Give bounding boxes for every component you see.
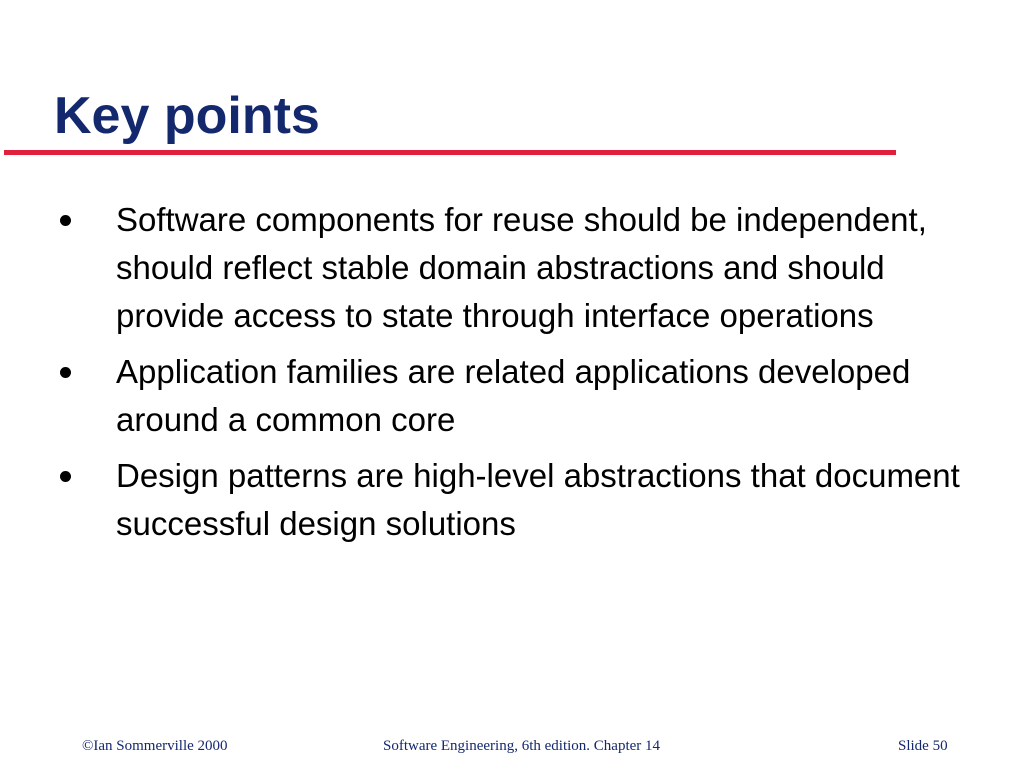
bullet-dot-icon — [60, 367, 71, 378]
slide-title: Key points — [54, 87, 320, 145]
title-underline-rule — [4, 150, 896, 155]
bullet-list — [58, 196, 978, 556]
bullet-text: Software components for reuse should be independent, should reflect stable domain abstractions and should provide access to state through interface operations — [116, 201, 927, 334]
bullet-item — [58, 196, 978, 340]
bullet-text: Design patterns are high-level abstractions that document successful design solutions — [116, 457, 960, 542]
bullet-item — [58, 348, 978, 444]
footer-slide-number: Slide 50 — [898, 738, 948, 754]
bullet-text: Application families are related applications developed around a common core — [116, 353, 911, 438]
footer-copyright: ©Ian Sommerville 2000 — [82, 738, 228, 754]
bullet-dot-icon — [60, 471, 71, 482]
footer-book-title: Software Engineering, 6th edition. Chapter 14 — [383, 738, 661, 754]
bullet-dot-icon — [60, 215, 71, 226]
bullet-item — [58, 452, 978, 548]
